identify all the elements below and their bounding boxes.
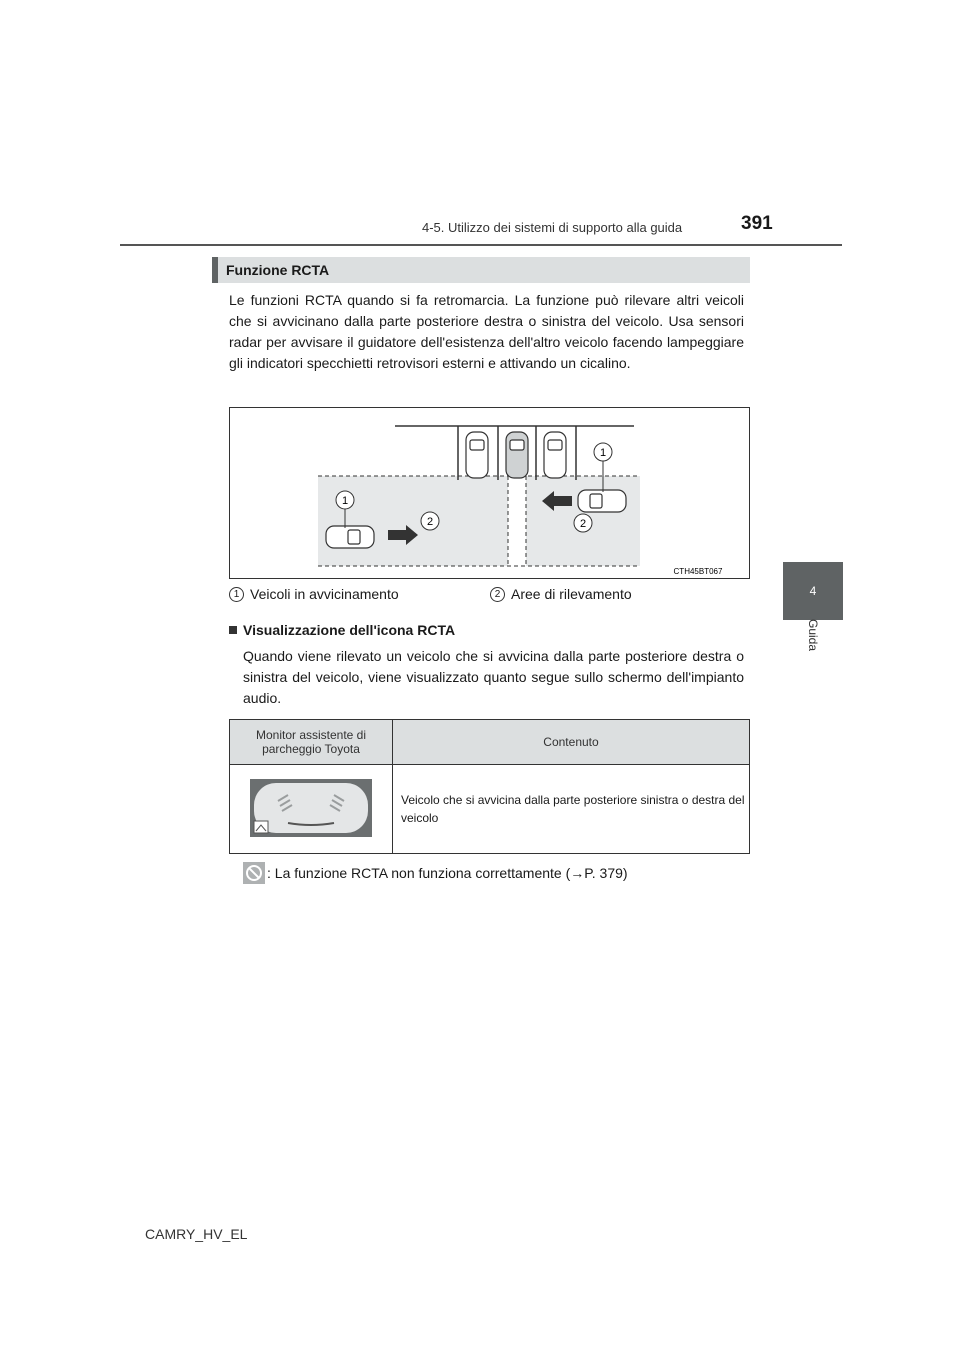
approaching-car-left <box>326 526 374 548</box>
rcta-icon-table <box>229 719 750 854</box>
subsection-title: Visualizzazione dell'icona RCTA <box>243 622 456 638</box>
chapter-tab <box>783 562 843 620</box>
svg-text:1: 1 <box>599 447 607 459</box>
heading-bar <box>212 257 218 283</box>
legend-item-2: 2 Aree di rilevamento <box>490 586 632 602</box>
svg-text:2: 2 <box>426 516 434 528</box>
content-cell: Veicolo che si avvicina dalla parte posteriore sinistra o destra del veicolo <box>393 765 750 854</box>
square-bullet-icon <box>229 626 237 634</box>
header-rule <box>120 244 842 246</box>
rcta-monitor-icon <box>250 779 372 837</box>
footer-model: CAMRY_HV_EL <box>145 1226 248 1242</box>
svg-text:2: 2 <box>579 518 587 530</box>
chapter-label: Guida <box>806 618 820 652</box>
section-title: Funzione RCTA <box>226 262 330 278</box>
detection-area-left <box>318 476 508 566</box>
subsection-heading <box>229 622 455 638</box>
note-text: : La funzione RCTA non funziona correttamente (→P. 379) <box>267 865 628 881</box>
legend-label-2: Aree di rilevamento <box>511 586 632 602</box>
table-header-content: Contenuto <box>393 720 750 765</box>
page-number: 391 <box>741 213 773 234</box>
table-header-row <box>230 720 750 765</box>
section-heading <box>212 257 750 283</box>
callout-2-right <box>574 514 592 532</box>
approaching-car-right <box>578 490 626 512</box>
legend-item-1: 1 Veicoli in avvicinamento <box>229 586 399 602</box>
figure-code: CTH45BT067 <box>673 567 723 576</box>
parked-cars <box>466 432 566 478</box>
svg-text:1: 1 <box>341 495 349 507</box>
header-section-title: 4-5. Utilizzo dei sistemi di supporto alla guida <box>422 220 683 235</box>
malfunction-note <box>243 862 628 884</box>
rcta-figure <box>229 407 750 579</box>
table-header-monitor: Monitor assistente di parcheggio Toyota <box>230 720 393 765</box>
legend-label-1: Veicoli in avvicinamento <box>250 586 399 602</box>
chapter-number: 4 <box>809 584 817 598</box>
rcta-diagram <box>230 408 749 578</box>
subsection-paragraph: Quando viene rilevato un veicolo che si avvicina dalla parte posteriore destra o sinistra del veicolo, viene visualizzato quanto segue sullo schermo dell'impianto audio. <box>243 648 744 706</box>
callout-2-left <box>421 512 439 530</box>
monitor-image-cell <box>230 765 393 854</box>
rcta-off-icon <box>243 862 265 884</box>
intro-paragraph: Le funzioni RCTA quando si fa retromarcia. La funzione può rilevare altri veicoli che si avvicinano dalla parte posteriore destra o sinistra del veicolo. Usa sensori radar per avvisare il guidatore dell'esistenza dell'altro veicolo facendo lampeggiare gli indicatori specchietti retrovisori esterni e attivando un cicalino. <box>229 292 744 371</box>
table-row <box>230 765 750 854</box>
